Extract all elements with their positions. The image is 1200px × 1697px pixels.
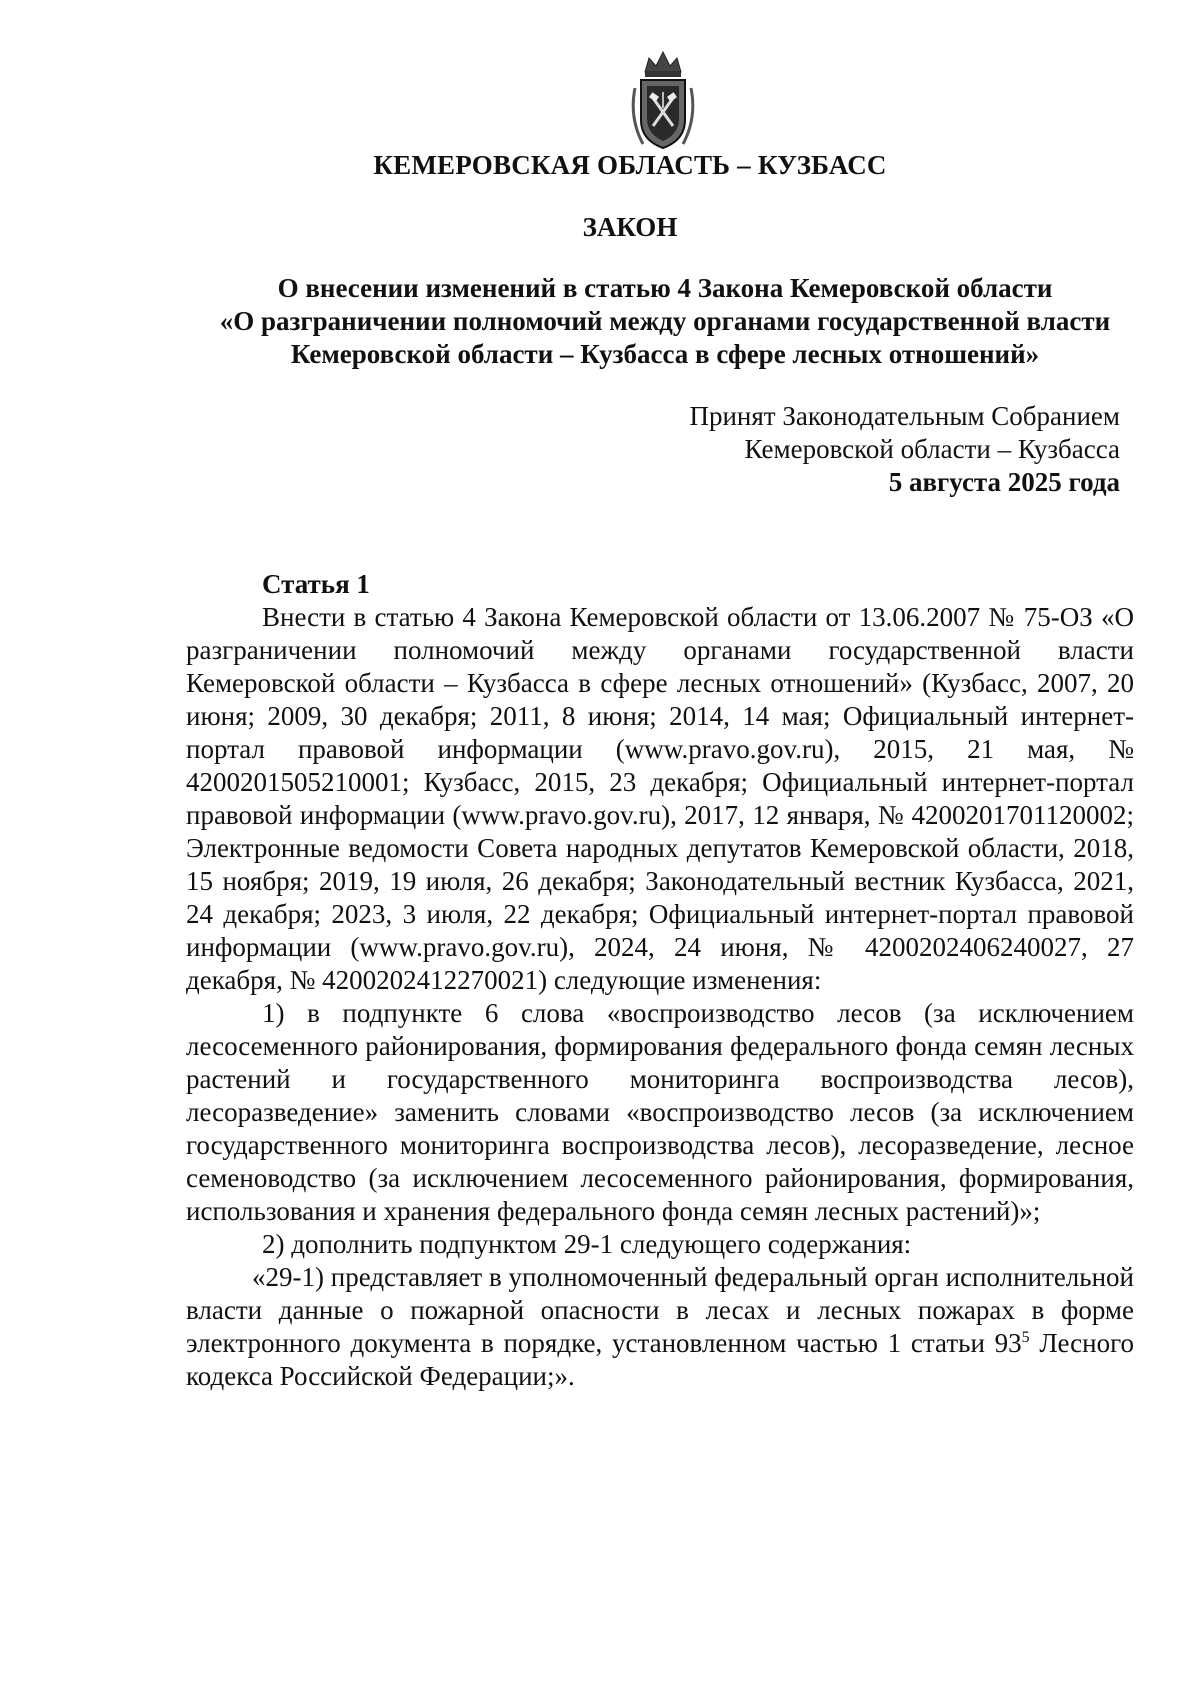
- law-title-line: «О разграничении полномочий между органами государственной власти: [219, 306, 1111, 336]
- article-intro-paragraph: Внести в статью 4 Закона Кемеровской области от 13.06.2007 № 75-ОЗ «О разграничении полномочий между органами государственной власти Кемеровской области – Кузбасса в сфере лесных отношений» (Кузбасс, 2007, 20 июня; 2009, 30 декабря; 2011, 8 июня; 2014, 14 мая; Официальный интернет-портал правовой информации (www.pravo.gov.ru), 2015, 21 мая, № 4200201505210001; Кузбасс, 2015, 23 декабря; Официальный интернет-портал правовой информации (www.pravo.gov.ru), 2017, 12 января, № 4200201701120002; Электронные ведомости Совета народных депутатов Кемеровской области, 2018, 15 ноября; 2019, 19 июля, 26 декабря; Законодательный вестник Кузбасса, 2021, 24 декабря; 2023, 3 июля, 22 декабря; Официальный интернет-портал правовой информации (www.pravo.gov.ru), 2024, 24 июня, № 4200202406240027, 27 декабря, № 4200202412270021) следующие изменения:: [186, 602, 1134, 995]
- amendment-item-2: 2) дополнить подпунктом 29-1 следующего содержания:: [262, 1229, 912, 1259]
- quote-text: «29-1) представляет в уполномоченный федеральный орган исполнительной власти данные о пожарной опасности в лесах и лесных пожарах в форме электронного документа в порядке, установленном частью 1 статьи 93: [186, 1262, 1134, 1358]
- document-type: ЗАКОН: [582, 212, 678, 242]
- law-title: [185, 272, 1145, 371]
- law-title-line: О внесении изменений в статью 4 Закона Кемеровской области: [277, 273, 1053, 303]
- adoption-line: Кемеровской области – Кузбасса: [744, 434, 1120, 464]
- adoption-date: 5 августа 2025 года: [888, 467, 1120, 497]
- quote-tail: Лесного кодекса Российской Федерации;».: [186, 1328, 1135, 1391]
- adoption-line: Принят Законодательным Собранием: [689, 401, 1120, 431]
- law-title-line: Кемеровской области – Кузбасса в сфере лесных отношений»: [290, 339, 1040, 369]
- region-name: КЕМЕРОВСКАЯ ОБЛАСТЬ – КУЗБАСС: [373, 150, 887, 180]
- amendment-quote: [186, 1261, 1134, 1393]
- coat-of-arms-icon: [627, 48, 699, 152]
- adoption-block: [689, 400, 1120, 499]
- article-heading: Статья 1: [262, 569, 370, 599]
- article-1: [186, 568, 1134, 1393]
- quote-superscript: 5: [1021, 1329, 1030, 1346]
- amendment-item-1: 1) в подпункте 6 слова «воспроизводство лесов (за исключением лесосеменного районирования, формирования федерального фонда семян лесных растений и государственного мониторинга воспроизводства лесов), лесоразведение» заменить словами «воспроизводство лесов (за исключением государственного мониторинга воспроизводства лесов), лесоразведение, лесное семеноводство (за исключением лесосеменного районирования, формирования, использования и хранения федерального фонда семян лесных растений)»;: [186, 998, 1134, 1226]
